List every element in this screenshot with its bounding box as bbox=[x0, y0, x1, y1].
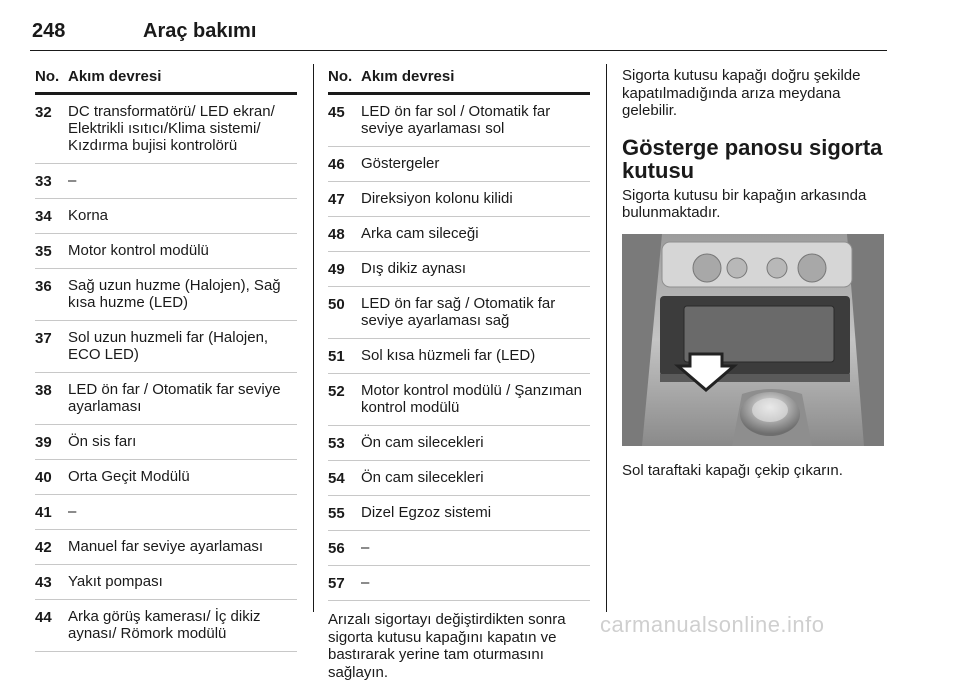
fuse-number: 44 bbox=[35, 609, 52, 626]
fuse-number: 32 bbox=[35, 104, 52, 121]
watermark-text: carmanualsonline.info bbox=[600, 612, 825, 637]
table-row bbox=[328, 217, 590, 252]
table-row bbox=[328, 182, 590, 217]
fuse-number: 50 bbox=[328, 296, 345, 313]
fuse-number: 56 bbox=[328, 540, 345, 557]
middle-rows bbox=[328, 95, 590, 601]
header-circuit: Akım devresi bbox=[361, 68, 455, 85]
fuse-number: 48 bbox=[328, 226, 345, 243]
table-row bbox=[35, 234, 297, 269]
fuse-number: 52 bbox=[328, 383, 345, 400]
column-divider bbox=[313, 64, 314, 612]
circuit-name: Orta Geçit Modülü bbox=[68, 468, 190, 485]
console-illustration bbox=[622, 234, 884, 446]
circuit-name: Motor kontrol modülü / Şanzıman kontrol modülü bbox=[361, 382, 582, 416]
circuit-name: Korna bbox=[68, 207, 109, 224]
header-no: No. bbox=[35, 68, 60, 85]
table-row bbox=[328, 339, 590, 374]
circuit-name: LED ön far / Otomatik far seviye ayarlaması bbox=[68, 381, 281, 415]
fuse-number: 36 bbox=[35, 278, 52, 295]
fuse-number: 43 bbox=[35, 574, 52, 591]
circuit-name: Sağ uzun huzme (Halojen), Sağ kısa huzme (LED) bbox=[68, 277, 281, 311]
table-row bbox=[328, 287, 590, 339]
table-row bbox=[328, 496, 590, 531]
circuit-name: Dizel Egzoz sistemi bbox=[361, 504, 492, 521]
table-row bbox=[35, 95, 297, 164]
header-circuit: Akım devresi bbox=[68, 68, 162, 85]
table-row bbox=[35, 373, 297, 425]
fuse-number: 42 bbox=[35, 539, 52, 556]
chapter-title: Araç bakımı bbox=[143, 20, 257, 42]
table-row bbox=[35, 495, 297, 530]
table-row bbox=[35, 321, 297, 373]
circuit-name: LED ön far sağ / Otomatik far seviye ayarlaması sağ bbox=[361, 295, 556, 329]
fuse-number: 38 bbox=[35, 382, 52, 399]
table-header bbox=[35, 64, 297, 95]
circuit-name: – bbox=[361, 574, 370, 591]
table-row bbox=[328, 95, 590, 147]
circuit-name: – bbox=[361, 539, 370, 556]
fuse-number: 53 bbox=[328, 435, 345, 452]
fuse-number: 46 bbox=[328, 156, 345, 173]
table-row bbox=[35, 565, 297, 600]
table-row bbox=[35, 460, 297, 495]
intro-text: Sigorta kutusu kapağı doğru şekilde kapatılmadığında arıza meydana gelebilir. bbox=[622, 67, 861, 119]
circuit-name: Dış dikiz aynası bbox=[361, 260, 467, 277]
circuit-name: DC transformatörü/ LED ekran/ Elektrikli ısıtıcı/Klima sistemi/ Kızdırma bujisi kontrolörü bbox=[68, 103, 275, 154]
fuse-number: 45 bbox=[328, 104, 345, 121]
circuit-name: LED ön far sol / Otomatik far seviye ayarlaması sol bbox=[361, 103, 551, 137]
table-row bbox=[35, 425, 297, 460]
table-row bbox=[35, 600, 297, 652]
circuit-name: – bbox=[68, 172, 77, 189]
left-rows bbox=[35, 95, 297, 652]
fuse-number: 41 bbox=[35, 504, 52, 521]
fuse-number: 33 bbox=[35, 173, 52, 190]
fuse-number: 54 bbox=[328, 470, 345, 487]
circuit-name: Göstergeler bbox=[361, 155, 440, 172]
table-row bbox=[328, 374, 590, 426]
table-row bbox=[35, 530, 297, 565]
fuse-number: 39 bbox=[35, 434, 52, 451]
photo-caption: Sol taraftaki kapağı çekip çıkarın. bbox=[622, 461, 843, 479]
table-row bbox=[328, 461, 590, 496]
fuse-number: 55 bbox=[328, 505, 345, 522]
section-heading: Gösterge panosu sigorta kutusu bbox=[622, 134, 883, 183]
circuit-name: Yakıt pompası bbox=[68, 573, 163, 590]
circuit-name: Motor kontrol modülü bbox=[68, 242, 209, 259]
circuit-name: Arka cam sileceği bbox=[361, 225, 479, 242]
fuse-number: 57 bbox=[328, 575, 345, 592]
table-row bbox=[35, 269, 297, 321]
circuit-name: Sol uzun huzmeli far (Halojen, ECO LED) bbox=[68, 329, 269, 363]
table-row bbox=[328, 252, 590, 287]
circuit-name: Sol kısa hüzmeli far (LED) bbox=[361, 347, 536, 364]
fuse-number: 35 bbox=[35, 243, 52, 260]
circuit-name: Manuel far seviye ayarlaması bbox=[68, 538, 264, 555]
fuse-box-photo bbox=[622, 234, 884, 446]
fuse-number: 51 bbox=[328, 348, 345, 365]
fuse-number: 40 bbox=[35, 469, 52, 486]
fuse-number: 37 bbox=[35, 330, 52, 347]
circuit-name: – bbox=[68, 503, 77, 520]
table-row bbox=[35, 164, 297, 199]
fuse-table-left bbox=[35, 64, 297, 652]
circuit-name: Ön cam silecekleri bbox=[361, 469, 484, 486]
circuit-name: Ön sis farı bbox=[68, 433, 137, 450]
table-row bbox=[35, 199, 297, 234]
circuit-name: Arka görüş kamerası/ İç dikiz aynası/ Römork modülü bbox=[68, 608, 261, 642]
header-no: No. bbox=[328, 68, 353, 85]
replacement-note: Arızalı sigortayı değiştirdikten sonra sigorta kutusu kapağını kapatın ve bastırarak yerine tam oturmasını sağlayın. bbox=[328, 611, 566, 681]
table-row bbox=[328, 531, 590, 566]
page-number: 248 bbox=[32, 20, 66, 42]
fuse-number: 49 bbox=[328, 261, 345, 278]
page-header bbox=[30, 0, 887, 51]
section-body: Sigorta kutusu bir kapağın arkasında bulunmaktadır. bbox=[622, 186, 867, 221]
table-row bbox=[328, 566, 590, 601]
table-row bbox=[328, 147, 590, 182]
fuse-table-middle bbox=[328, 64, 590, 681]
circuit-name: Ön cam silecekleri bbox=[361, 434, 484, 451]
fuse-number: 47 bbox=[328, 191, 345, 208]
table-row bbox=[328, 426, 590, 461]
right-column bbox=[622, 64, 884, 479]
column-divider bbox=[606, 64, 607, 612]
fuse-number: 34 bbox=[35, 208, 52, 225]
table-header bbox=[328, 64, 590, 95]
circuit-name: Direksiyon kolonu kilidi bbox=[361, 190, 513, 207]
